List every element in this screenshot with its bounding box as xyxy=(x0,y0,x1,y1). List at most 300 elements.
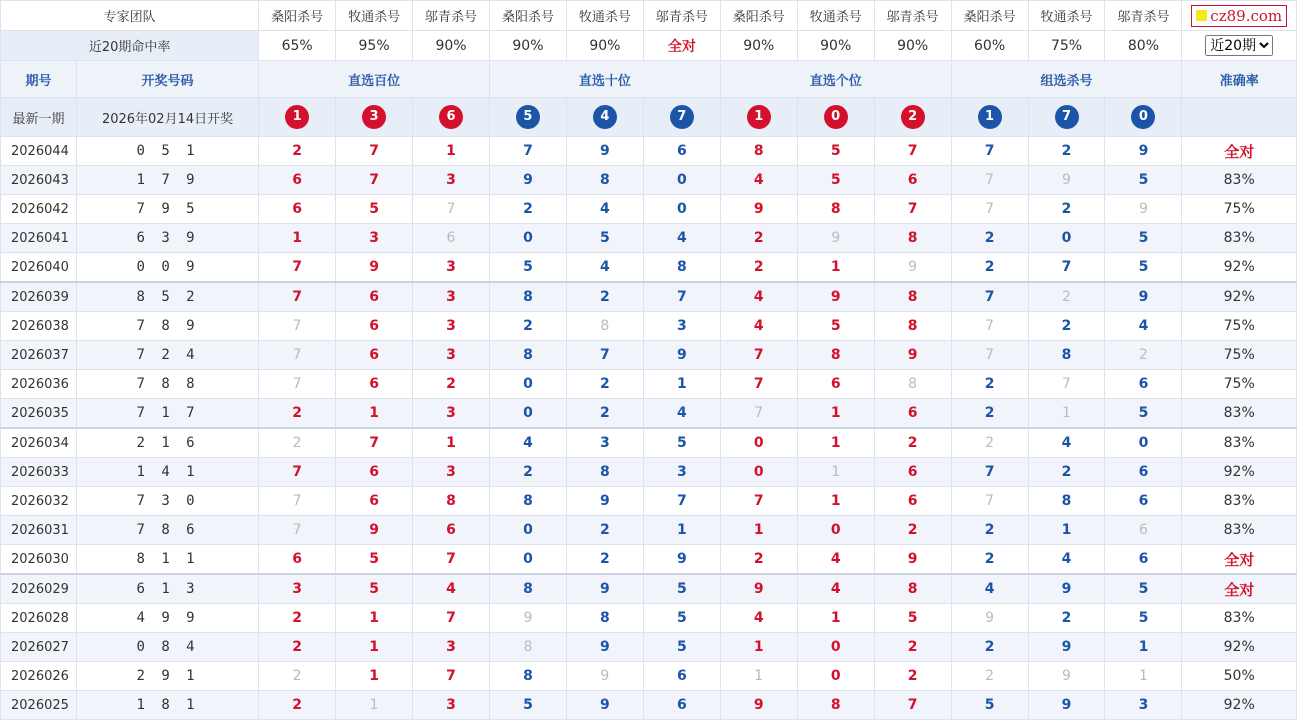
hit-rate-value: 90% xyxy=(589,37,621,54)
draw-number: 0 5 1 xyxy=(76,137,258,166)
kill-number: 5 xyxy=(1105,574,1182,604)
kill-number: 0 xyxy=(643,166,720,195)
kill-number: 9 xyxy=(797,224,874,253)
kill-number: 1 xyxy=(336,662,413,691)
kill-number: 2 xyxy=(489,312,566,341)
kill-number: 2 xyxy=(259,137,336,166)
kill-number: 2 xyxy=(1028,458,1105,487)
kill-ball: 1 xyxy=(285,105,309,129)
kill-number: 2 xyxy=(1028,282,1105,312)
kill-number: 7 xyxy=(259,341,336,370)
team-label: 专家团队 xyxy=(1,1,259,31)
accuracy-value: 全对 xyxy=(1182,574,1297,604)
accuracy-value: 83% xyxy=(1182,166,1297,195)
latest-accuracy-cell xyxy=(1182,98,1297,137)
kill-number: 7 xyxy=(951,312,1028,341)
kill-number: 8 xyxy=(874,574,951,604)
table-row xyxy=(1,166,1297,195)
kill-number: 7 xyxy=(566,341,643,370)
kill-number: 5 xyxy=(489,691,566,720)
accuracy-value: 75% xyxy=(1182,195,1297,224)
hit-rate-value: 95% xyxy=(358,37,390,54)
draw-number: 0 0 9 xyxy=(76,253,258,283)
latest-kill-cell xyxy=(720,98,797,137)
kill-number: 2 xyxy=(1028,604,1105,633)
kill-number: 3 xyxy=(413,399,490,429)
kill-number: 1 xyxy=(259,224,336,253)
period-number: 2026038 xyxy=(1,312,77,341)
kill-number: 8 xyxy=(566,458,643,487)
period-number: 2026034 xyxy=(1,428,77,458)
kill-number: 6 xyxy=(1105,516,1182,545)
draw-number: 7 3 0 xyxy=(76,487,258,516)
kill-number: 6 xyxy=(336,312,413,341)
kill-ball: 5 xyxy=(516,105,540,129)
kill-number: 7 xyxy=(1028,370,1105,399)
kill-number: 7 xyxy=(874,137,951,166)
kill-number: 5 xyxy=(1105,399,1182,429)
expert-name: 邬青杀号 xyxy=(1105,1,1182,31)
kill-number: 8 xyxy=(489,662,566,691)
latest-kill-cell xyxy=(489,98,566,137)
draw-number: 2 9 1 xyxy=(76,662,258,691)
kill-number: 3 xyxy=(259,574,336,604)
table-row xyxy=(1,662,1297,691)
latest-kill-cell xyxy=(259,98,336,137)
kill-number: 0 xyxy=(489,224,566,253)
hit-rate-value: 75% xyxy=(1050,37,1083,54)
kill-number: 2 xyxy=(951,516,1028,545)
kill-number: 9 xyxy=(566,137,643,166)
kill-number: 0 xyxy=(797,516,874,545)
kill-number: 1 xyxy=(720,516,797,545)
kill-number: 4 xyxy=(720,282,797,312)
accuracy-value: 92% xyxy=(1182,253,1297,283)
latest-kill-cell xyxy=(951,98,1028,137)
kill-number: 9 xyxy=(1105,195,1182,224)
period-number: 2026032 xyxy=(1,487,77,516)
kill-ball: 6 xyxy=(439,105,463,129)
draw-number: 1 8 1 xyxy=(76,691,258,720)
kill-number: 5 xyxy=(643,428,720,458)
hit-rate-cell xyxy=(336,31,413,61)
expert-name: 邬青杀号 xyxy=(643,1,720,31)
kill-number: 8 xyxy=(874,282,951,312)
latest-kill-cell xyxy=(566,98,643,137)
draw-number: 4 9 9 xyxy=(76,604,258,633)
kill-number: 7 xyxy=(413,195,490,224)
kill-number: 9 xyxy=(1105,282,1182,312)
draw-number: 7 8 6 xyxy=(76,516,258,545)
accuracy-value: 83% xyxy=(1182,604,1297,633)
draw-number: 8 1 1 xyxy=(76,545,258,575)
kill-number: 6 xyxy=(336,458,413,487)
kill-number: 1 xyxy=(1105,633,1182,662)
kill-number: 3 xyxy=(643,458,720,487)
kill-number: 3 xyxy=(336,224,413,253)
kill-number: 8 xyxy=(720,137,797,166)
kill-number: 2 xyxy=(874,633,951,662)
table-row xyxy=(1,604,1297,633)
kill-number: 2 xyxy=(566,516,643,545)
kill-number: 7 xyxy=(951,458,1028,487)
table-row xyxy=(1,691,1297,720)
kill-number: 4 xyxy=(566,253,643,283)
kill-number: 4 xyxy=(566,195,643,224)
draw-number: 7 8 8 xyxy=(76,370,258,399)
kill-number: 9 xyxy=(566,487,643,516)
accuracy-value: 83% xyxy=(1182,399,1297,429)
draw-number: 2 1 6 xyxy=(76,428,258,458)
kill-number: 5 xyxy=(874,604,951,633)
table-row xyxy=(1,341,1297,370)
kill-number: 6 xyxy=(643,137,720,166)
kill-number: 1 xyxy=(1105,662,1182,691)
hit-rate-cell xyxy=(1105,31,1182,61)
period-number: 2026039 xyxy=(1,282,77,312)
kill-number: 4 xyxy=(413,574,490,604)
kill-number: 1 xyxy=(720,662,797,691)
hit-rate-cell xyxy=(1028,31,1105,61)
period-number: 2026025 xyxy=(1,691,77,720)
kill-number: 7 xyxy=(336,137,413,166)
expert-name: 牧通杀号 xyxy=(797,1,874,31)
kill-number: 5 xyxy=(797,312,874,341)
kill-number: 6 xyxy=(336,341,413,370)
kill-number: 0 xyxy=(489,399,566,429)
kill-number: 1 xyxy=(336,604,413,633)
draw-number: 7 9 5 xyxy=(76,195,258,224)
kill-number: 8 xyxy=(874,370,951,399)
table-row xyxy=(1,224,1297,253)
hit-rate-value: 90% xyxy=(512,37,544,54)
expert-name: 牧通杀号 xyxy=(336,1,413,31)
accuracy-value: 75% xyxy=(1182,312,1297,341)
table-row xyxy=(1,458,1297,487)
latest-kill-cell xyxy=(874,98,951,137)
kill-number: 4 xyxy=(643,224,720,253)
expert-name: 邬青杀号 xyxy=(874,1,951,31)
kill-number: 0 xyxy=(489,545,566,575)
kill-number: 1 xyxy=(643,516,720,545)
kill-number: 3 xyxy=(413,166,490,195)
latest-kill-cell xyxy=(1028,98,1105,137)
kill-ball: 4 xyxy=(593,105,617,129)
hit-rate-cell xyxy=(720,31,797,61)
kill-number: 7 xyxy=(259,312,336,341)
kill-number: 2 xyxy=(413,370,490,399)
kill-number: 9 xyxy=(1028,633,1105,662)
kill-number: 6 xyxy=(259,195,336,224)
kill-number: 7 xyxy=(643,282,720,312)
kill-number: 5 xyxy=(643,574,720,604)
kill-number: 3 xyxy=(413,282,490,312)
kill-number: 1 xyxy=(413,137,490,166)
kill-number: 3 xyxy=(566,428,643,458)
latest-kill-cell xyxy=(336,98,413,137)
kill-number: 1 xyxy=(413,428,490,458)
kill-number: 7 xyxy=(720,370,797,399)
kill-number: 2 xyxy=(259,428,336,458)
draw-number: 1 7 9 xyxy=(76,166,258,195)
period-number: 2026033 xyxy=(1,458,77,487)
kill-number: 6 xyxy=(874,166,951,195)
kill-number: 5 xyxy=(1105,166,1182,195)
hit-rate-value: 90% xyxy=(743,37,775,54)
kill-number: 4 xyxy=(951,574,1028,604)
kill-number: 6 xyxy=(413,516,490,545)
kill-number: 5 xyxy=(336,195,413,224)
hit-rate-value: 90% xyxy=(897,37,929,54)
kill-number: 2 xyxy=(951,428,1028,458)
kill-number: 2 xyxy=(259,691,336,720)
kill-ball: 3 xyxy=(362,105,386,129)
period-number: 2026040 xyxy=(1,253,77,283)
kill-number: 2 xyxy=(1105,341,1182,370)
kill-number: 4 xyxy=(720,604,797,633)
kill-number: 8 xyxy=(566,604,643,633)
kill-number: 7 xyxy=(951,166,1028,195)
logo-square-icon xyxy=(1196,10,1207,21)
hit-rate-label: 近20期命中率 xyxy=(1,31,259,61)
kill-number: 0 xyxy=(489,370,566,399)
accuracy-value: 50% xyxy=(1182,662,1297,691)
hit-rate-cell xyxy=(566,31,643,61)
hit-rate-value: 全对 xyxy=(667,38,696,55)
period-number: 2026044 xyxy=(1,137,77,166)
kill-number: 8 xyxy=(489,341,566,370)
kill-number: 9 xyxy=(1028,691,1105,720)
hit-rate-cell xyxy=(643,31,720,61)
accuracy-value: 75% xyxy=(1182,341,1297,370)
kill-number: 8 xyxy=(1028,487,1105,516)
accuracy-value: 92% xyxy=(1182,458,1297,487)
hit-rate-value: 90% xyxy=(435,37,467,54)
kill-number: 4 xyxy=(797,574,874,604)
kill-number: 0 xyxy=(1028,224,1105,253)
hit-rate-value: 90% xyxy=(820,37,852,54)
kill-number: 9 xyxy=(643,545,720,575)
kill-number: 6 xyxy=(336,282,413,312)
kill-number: 9 xyxy=(336,516,413,545)
kill-number: 7 xyxy=(951,137,1028,166)
kill-number: 1 xyxy=(1028,399,1105,429)
kill-number: 5 xyxy=(489,253,566,283)
kill-number: 7 xyxy=(259,458,336,487)
kill-number: 8 xyxy=(797,341,874,370)
table-row xyxy=(1,253,1297,283)
kill-number: 6 xyxy=(1105,487,1182,516)
kill-number: 4 xyxy=(489,428,566,458)
kill-number: 2 xyxy=(566,282,643,312)
kill-number: 8 xyxy=(566,312,643,341)
kill-number: 2 xyxy=(874,516,951,545)
kill-number: 2 xyxy=(951,399,1028,429)
kill-number: 4 xyxy=(720,312,797,341)
draw-number: 6 1 3 xyxy=(76,574,258,604)
kill-number: 2 xyxy=(951,253,1028,283)
kill-number: 9 xyxy=(874,253,951,283)
kill-number: 7 xyxy=(1028,253,1105,283)
kill-number: 3 xyxy=(413,341,490,370)
kill-number: 3 xyxy=(643,312,720,341)
kill-number: 3 xyxy=(413,633,490,662)
kill-number: 7 xyxy=(874,691,951,720)
kill-number: 9 xyxy=(566,662,643,691)
kill-number: 9 xyxy=(720,574,797,604)
kill-number: 7 xyxy=(413,662,490,691)
kill-ball: 1 xyxy=(747,105,771,129)
period-range-select[interactable] xyxy=(1205,35,1273,56)
kill-number: 3 xyxy=(1105,691,1182,720)
expert-name: 桑阳杀号 xyxy=(951,1,1028,31)
kill-number: 7 xyxy=(951,341,1028,370)
draw-number: 7 1 7 xyxy=(76,399,258,429)
kill-number: 5 xyxy=(566,224,643,253)
kill-number: 9 xyxy=(874,545,951,575)
kill-number: 6 xyxy=(874,399,951,429)
kill-number: 6 xyxy=(1105,370,1182,399)
kill-number: 1 xyxy=(336,691,413,720)
kill-number: 9 xyxy=(797,282,874,312)
logo-cell xyxy=(1182,1,1297,31)
accuracy-value: 全对 xyxy=(1182,137,1297,166)
period-number: 2026037 xyxy=(1,341,77,370)
kill-number: 1 xyxy=(797,399,874,429)
kill-number: 6 xyxy=(643,691,720,720)
kill-number: 7 xyxy=(259,253,336,283)
kill-number: 6 xyxy=(259,545,336,575)
kill-number: 2 xyxy=(951,370,1028,399)
kill-number: 9 xyxy=(643,341,720,370)
table-row xyxy=(1,428,1297,458)
kill-number: 2 xyxy=(951,662,1028,691)
period-number: 2026030 xyxy=(1,545,77,575)
accuracy-value: 83% xyxy=(1182,224,1297,253)
hit-rate-cell xyxy=(951,31,1028,61)
kill-number: 9 xyxy=(1028,166,1105,195)
kill-number: 8 xyxy=(489,574,566,604)
kill-ball: 0 xyxy=(1131,105,1155,129)
kill-number: 6 xyxy=(336,487,413,516)
draw-number: 1 4 1 xyxy=(76,458,258,487)
kill-number: 2 xyxy=(1028,312,1105,341)
hit-rate-cell xyxy=(489,31,566,61)
kill-number: 8 xyxy=(797,195,874,224)
kill-number: 7 xyxy=(951,487,1028,516)
kill-number: 5 xyxy=(797,166,874,195)
kill-number: 3 xyxy=(413,691,490,720)
kill-number: 9 xyxy=(720,691,797,720)
kill-number: 1 xyxy=(336,399,413,429)
kill-number: 6 xyxy=(259,166,336,195)
kill-number: 5 xyxy=(951,691,1028,720)
kill-number: 8 xyxy=(489,633,566,662)
table-row xyxy=(1,195,1297,224)
expert-name: 桑阳杀号 xyxy=(489,1,566,31)
kill-number: 7 xyxy=(413,545,490,575)
latest-kill-cell xyxy=(1105,98,1182,137)
kill-number: 8 xyxy=(874,312,951,341)
column-header-group-kill: 组选杀号 xyxy=(951,61,1182,98)
kill-number: 9 xyxy=(336,253,413,283)
kill-number: 9 xyxy=(489,604,566,633)
kill-number: 2 xyxy=(566,399,643,429)
period-number: 2026029 xyxy=(1,574,77,604)
kill-number: 2 xyxy=(951,224,1028,253)
hit-rate-cell xyxy=(413,31,490,61)
kill-number: 6 xyxy=(874,487,951,516)
kill-number: 8 xyxy=(1028,341,1105,370)
accuracy-value: 92% xyxy=(1182,282,1297,312)
kill-number: 0 xyxy=(720,428,797,458)
period-number: 2026028 xyxy=(1,604,77,633)
hit-rate-cell xyxy=(797,31,874,61)
kill-number: 7 xyxy=(951,282,1028,312)
kill-number: 8 xyxy=(413,487,490,516)
period-number: 2026027 xyxy=(1,633,77,662)
kill-number: 7 xyxy=(720,487,797,516)
draw-number: 6 3 9 xyxy=(76,224,258,253)
accuracy-value: 全对 xyxy=(1182,545,1297,575)
kill-number: 5 xyxy=(643,633,720,662)
kill-number: 2 xyxy=(259,633,336,662)
kill-ball: 0 xyxy=(824,105,848,129)
kill-number: 6 xyxy=(874,458,951,487)
kill-number: 6 xyxy=(1105,545,1182,575)
table-row xyxy=(1,399,1297,429)
expert-name: 牧通杀号 xyxy=(1028,1,1105,31)
period-number: 2026041 xyxy=(1,224,77,253)
kill-number: 1 xyxy=(797,253,874,283)
hit-rate-cell xyxy=(259,31,336,61)
site-logo[interactable] xyxy=(1191,5,1287,27)
kill-number: 4 xyxy=(643,399,720,429)
hit-rate-value: 80% xyxy=(1127,37,1160,54)
expert-name: 桑阳杀号 xyxy=(259,1,336,31)
kill-number: 6 xyxy=(413,224,490,253)
kill-number: 7 xyxy=(874,195,951,224)
kill-number: 6 xyxy=(643,662,720,691)
kill-number: 2 xyxy=(489,195,566,224)
kill-number: 2 xyxy=(489,458,566,487)
table-row xyxy=(1,487,1297,516)
kill-number: 7 xyxy=(951,195,1028,224)
kill-number: 7 xyxy=(259,282,336,312)
kill-number: 7 xyxy=(720,399,797,429)
draw-number: 8 5 2 xyxy=(76,282,258,312)
kill-number: 6 xyxy=(797,370,874,399)
kill-number: 2 xyxy=(874,428,951,458)
kill-number: 6 xyxy=(336,370,413,399)
kill-number: 7 xyxy=(720,341,797,370)
logo-text: cz89.com xyxy=(1210,6,1283,25)
period-number: 2026026 xyxy=(1,662,77,691)
accuracy-value: 83% xyxy=(1182,487,1297,516)
table-row xyxy=(1,137,1297,166)
kill-number: 2 xyxy=(566,545,643,575)
kill-number: 8 xyxy=(566,166,643,195)
kill-number: 9 xyxy=(874,341,951,370)
kill-number: 5 xyxy=(336,545,413,575)
column-header-period: 期号 xyxy=(1,61,77,98)
kill-number: 5 xyxy=(336,574,413,604)
kill-number: 7 xyxy=(489,137,566,166)
kill-number: 9 xyxy=(1028,662,1105,691)
latest-kill-cell xyxy=(643,98,720,137)
kill-number: 2 xyxy=(951,633,1028,662)
kill-number: 5 xyxy=(797,137,874,166)
